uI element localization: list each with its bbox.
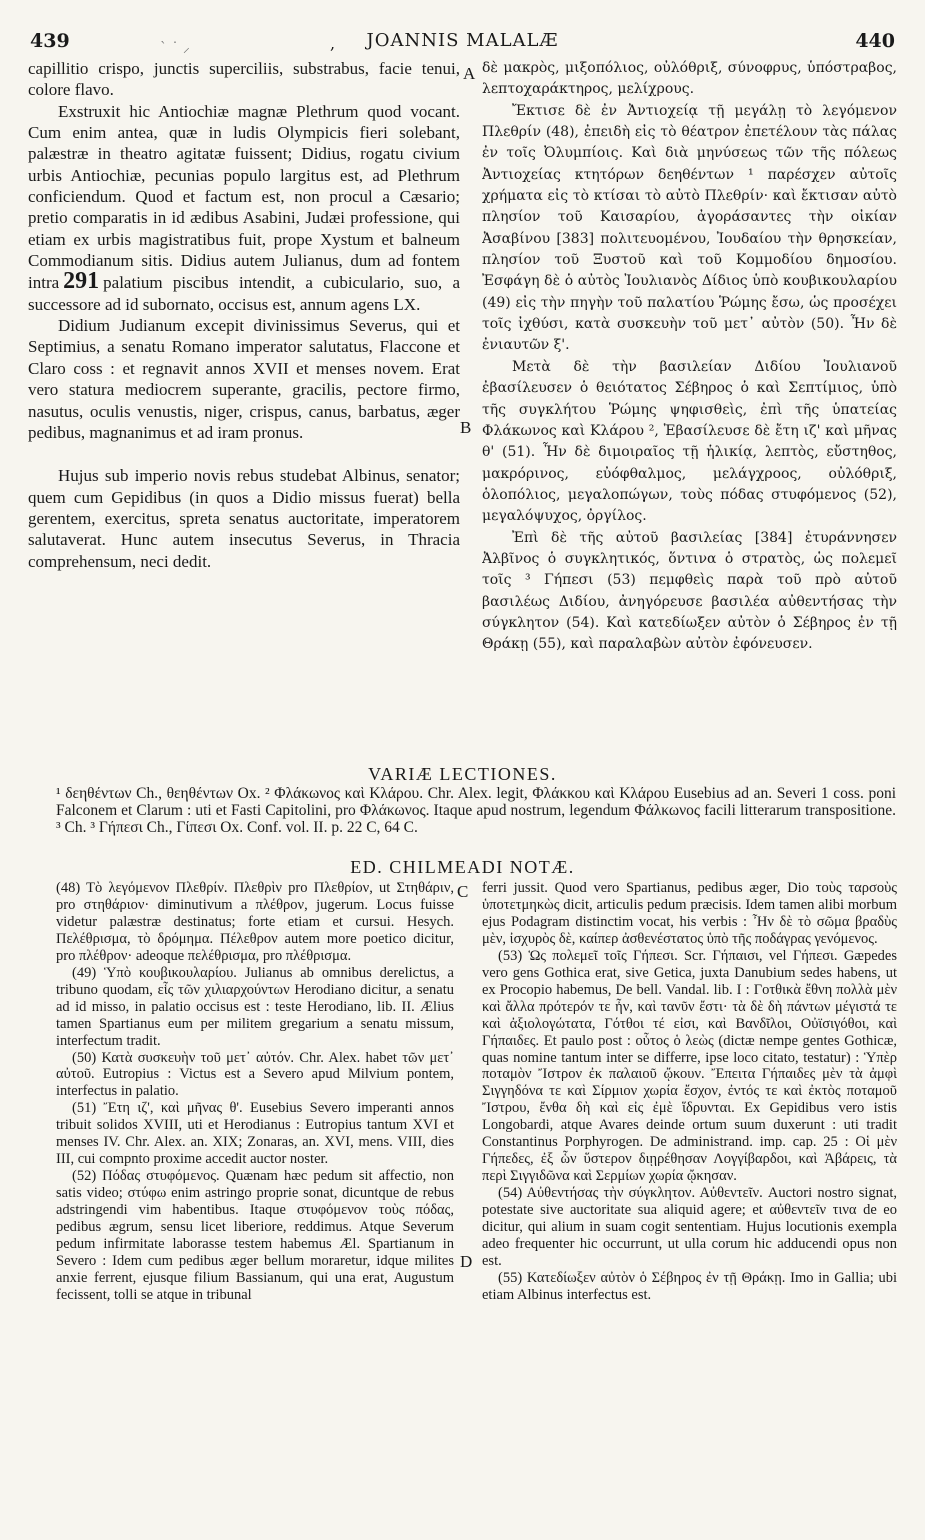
variae-lectiones-title: VARIÆ LECTIONES. — [368, 764, 557, 784]
greek-column — [482, 58, 897, 762]
page-header — [30, 30, 895, 56]
margin-letter-c: C — [457, 882, 469, 901]
margin-letter-a: A — [463, 64, 476, 83]
latin-paragraph-4: Hujus sub imperio novis rebus studebat Albinus, senator; quem cum Gepidibus (in quos a Didio missus fuerat) bella gerentem, exercitus, spreta senatus auctoritate, imperatorem salutaverat. Hunc autem insecutus Severus, in Thracia comprehensum, neci dedit. — [28, 466, 460, 571]
greek-paragraph-3: Μετὰ δὲ τὴν βασιλείαν Διδίου Ἰουλιανοῦ ἐβασίλευσεν ὁ θειότατος Σέβηρος ὁ καὶ Σεπτίμιος, ὑπὸ τῆς συγκλήτου Ῥώμης ψηφισθεὶς, ἐπὶ τῆς ὑπατείας Φλάκωνος καὶ Κλάρου ², Ἐβασίλευσε δὲ ἔτη ιζ' καὶ μῆνας θ' (51). Ἦν δὲ διμοιραῖος τῇ ἡλικίᾳ, λεπτὸς, εὔστηθος, μακρόρινος, εὐόφθαλμος, μελάγχροος, οὐλόθριξ, ὁλοπόλιος, μεγαλοπώγων, τοὺς πόδας στυφόμενος (52), μεγαλόψυχος, ὀργίλος. — [482, 358, 897, 525]
latin-paragraph-2b: palatium piscibus intendit, a cubiculario, suo, a successore ad id subornato, occisus est, annum agens LX. — [28, 273, 460, 314]
note-48: (48) Τὸ λεγόμενον Πλεθρίν. Πλεθρὶν pro Πλεθρίον, ut Στηθάριν, pro στηθάριον· diminutivum a πλέθρον, jugerum. Locus fuisse videtur palæstræ destinatus; forte etiam et cursui. Hesych. Πελέθρισμα, τὸ δρόμημα. Πέλεθρον autem more poetico dicitur, pro πλέθρον· adeoque πελέθρισμα, pro πλέθρισμα. — [56, 880, 454, 964]
notes-left-column — [56, 880, 454, 1530]
note-50: (50) Κατὰ συσκευὴν τοῦ μετ᾽ αὐτόν. Chr. Alex. habet τῶν μετ᾽ αὐτοῦ. Eutropius : Victus est a Severo apud Milvium pontem, interfectus in palatio. — [56, 1049, 454, 1100]
note-52-continued: ferri jussit. Quod vero Spartianus, pedibus æger, Dio τοὺς ταρσοὺς ὑποτετμηκὼς dicit, articulis pedum præcisis. Idem tamen alibi morbum ejus Podagram distinctim vocat, his verbis : Ἦν δὲ τὸ σῶμα βραδὺς μὲν, ἰσχυρὸς δὲ, καίπερ ἀσθενέστατος ὑπὸ τῆς ποδάγρας γενόμενος. — [482, 880, 897, 947]
margin-letter-d: D — [460, 1252, 473, 1271]
paragraph-gap — [28, 443, 460, 465]
note-52: (52) Πόδας στυφόμενος. Quænam hæc pedum sit affectio, non satis video; στύφω enim astringo proprie sonat, dicuntque de rebus adstringendi vim habentibus. Itaque στυφόμενον τοὺς πόδας, pedibus ægrum, sensu licet liberiore, reddimus. Atque Severum pedum infirmitate laborasse testem habemus Æl. Spartianum in Severo : Idem cum pedibus æger bellum moraretur, idque milites anxie ferrent, ejusque filium Bassianum, qui una erat, Augustum fecissent, tolli se atque in tribunal — [56, 1168, 454, 1303]
latin-paragraph-2a: Exstruxit hic Antiochiæ magnæ Plethrum quod vocant. Cum enim antea, quæ in ludis Olympicis fieri solebant, palæstræ in theatro agitatæ fuissent; Didius, rogatu civium urbis Antiochiæ, pecunias populo largitus est, ad Plethrum conficiendum. Quod et factum est, non procul a Cæsario; pretio comparatis in id ædibus Asabini, Judæi professione, qui etiam ex urbis magistratibus fuit, prope Xystum et balneum Commodianum sitis. Didius autem Julianus, dum ad fontem intra — [28, 101, 460, 293]
greek-paragraph-2: Ἔκτισε δὲ ἐν Ἀντιοχείᾳ τῇ μεγάλῃ τὸ λεγόμενον Πλεθρίν (48), ἐπειδὴ εἰς τὸ θέατρον ἐπετέλουν τὰς πάλας ἐν τοῖς Ὀλυμπίοις. Καὶ διὰ μηνύσεως τῶν τῆς πόλεως Ἀντιοχείας κτητόρων δεηθέντων ¹ παρέσχεν αὐτοῖς χρήματα εἰς τὸ κτίσαι τὸ αὐτὸ Πλεθρίν· καὶ ἔκτισαν αὐτὸ πλησίον τοῦ Καισαρίου, ἀγοράσαντες τὴν οἰκίαν Ἀσαβίνου [383] πολιτευομένου, Ἰουδαίου τὴν θρησκείαν, πλησίον τοῦ Ξυστοῦ καὶ τοῦ Κομμοδίου δημοσίου. Ἐσφάγη δὲ ὁ αὐτὸς Ἰουλιανὸς Δίδιος ὑπὸ κουβικουλαρίου (49) εἰς τὴν πηγὴν τοῦ παλατίου Ῥώμης ἔσω, ὡς προσέχει τοῖς ἰχθύσι, κατὰ συσκευὴν τοῦ μετ᾽ αὐτὸν (50). Ἦν δὲ ἐνιαυτῶν ξ'. — [482, 102, 897, 354]
ink-smudge: ˋ ˙ ⸝ — [160, 40, 190, 56]
page-number-left: 439 — [30, 30, 70, 52]
header-comma: , — [330, 34, 336, 53]
column-marker-291: 291 — [63, 268, 100, 295]
page-number-right: 440 — [855, 30, 895, 52]
latin-column — [28, 58, 460, 762]
margin-letter-b: B — [460, 418, 472, 437]
latin-paragraph-2 — [28, 101, 460, 315]
note-51: (51) Ἔτη ιζ', καὶ μῆνας θ'. Eusebius Severo imperanti annos tribuit solidos XVIII, uti et Herodianus : Eutropius tantum XVI et menses IV. Chr. Alex. an. XIX; Zonaras, an. XVI, mens. VIII, dies III, cui compnto proxime accedit auctor noster. — [56, 1100, 454, 1168]
note-54: (54) Αὐθεντήσας τὴν σύγκλητον. Αὐθεντεῖν. Auctori nostro signat, potestate sive auctoritate sua aliquid agere; et αὐθεντεῖν τινα de eo dicitur, qui alium in suam cogit sententiam. Hujus locutionis exempla adeo frequenter hic occurrunt, ut ulla corum hic adducendi opus non est. — [482, 1185, 897, 1269]
greek-paragraph-1: δὲ μακρὸς, μιξοπόλιος, οὐλόθριξ, σύνοφρυς, ὑπόστραβος, λεπτοχαράκτηρος, μελίχρους. — [482, 60, 897, 98]
variae-lectiones-text: ¹ δεηθέντων Ch., θεηθέντων Ox. ² Φλάκωνος καὶ Κλάρου. Chr. Alex. legit, Φλάκκου καὶ Κλάρου Eusebius ad an. Severi 1 coss. poni Falconem et Clarum : uti et Fasti Capitolini, pro Φλάκωνος. Itaque apud nostrum, legendum Φάλκωνος facili litterarum transpositione. ³ Ch. ³ Γήπεσι Ch., Γίπεσι Ox. Conf. vol. II. p. 22 C, 64 C. — [56, 785, 896, 836]
greek-paragraph-4: Ἐπὶ δὲ τῆς αὐτοῦ βασιλείας [384] ἐτυράννησεν Ἀλβῖνος ὁ συγκλητικός, ὅντινα ὁ στρατὸς, ὡς πολεμεῖ τοῖς ³ Γήπεσι (53) πεμφθεὶς παρὰ τοῦ πρὸ αὐτοῦ βασιλέως Διδίου, ἀνηγόρευσε βασιλέα αὐθεντήσας τὴν σύγκλητον (54). Καὶ κατεδίωξεν αὐτὸν ὁ Σέβηρος ἐν τῇ Θράκῃ (55), καὶ παραλαβὼν αὐτὸν ἐφόνευσεν. — [482, 529, 897, 653]
latin-paragraph-3: Didium Judianum excepit divinissimus Severus, qui et Septimius, a senatu Romano imperator salutatus, Flaccone et Claro coss : et regnavit annos XVII et menses novem. Erat vero statura mediocrem superante, gracilis, pectore firmo, nasutus, oculis venustis, niger, crispus, canus, barbatus, æger pedibus, magnanimus et ad iram pronus. — [28, 316, 460, 442]
notes-right-column — [482, 880, 897, 1530]
latin-paragraph-1: capillitio crispo, junctis superciliis, substrabus, facie tenui, colore flavo. — [28, 59, 460, 100]
note-49: (49) Ὑπὸ κουβικουλαρίου. Julianus ab omnibus derelictus, a tribuno quodam, εἷς τῶν χιλιαρχούντων Herodiano dicitur, a senatu ad id misso, in palatio occisus est : teste Herodiano, lib. II. Ælius tamen Spartianus eum per militem gregarium a senatu missum, interfectum tradit. — [56, 964, 454, 1049]
note-53: (53) Ὡς πολεμεῖ τοῖς Γήπεσι. Scr. Γήπαισι, vel Γήπεσι. Gæpedes vero gens Gothica erat, sive Getica, juxta Danubium sedes habens, ut ex Procopio habemus, De bell. Vandal. lib. I : Γοτθικὰ ἔθνη πολλὰ μὲν καὶ ἄλλα πρότερόν τε ἦν, καὶ τανῦν ἔστι· τὰ δὲ δὴ πάντων μέγιστά τε καὶ ἀξιολογώτατα, Γότθοι τέ εἰσι, καὶ Βανδῖλοι, Οὐϊσιγόθοι, καὶ Γήπαιδες. Et paulo post : οὗτος ὁ λεὼς (dictæ nempe gentes Gothicæ, quas nomine tantum inter se differre, ipse loco citato, testatur) : Ὑπὲρ ποταμὸν Ἴστρον ἐκ παλαιοῦ ᾤκουν. Ἔπειτα Γήπαιδες μὲν τὰ ἀμφὶ Σιγγηδόνα τε καὶ Σίρμιον χωρία ἔσχον, ἐντός τε καὶ ἐκτὸς ποταμοῦ Ἴστρου, ἔνθα δὴ καὶ εἰς ἐμὲ ἵδρυνται. Ex Gepidibus vero istis Longobardi, atque Avares deinde ortum suum duxerunt : uti tradit Constantinus Porphyrogen. De administrand. imp. cap. 25 : Οἱ μὲν Γήπεδες, ἐξ ὧν ὕστερον διῃρέθησαν Λογγίβαρδοι, καὶ Ἀβάρεις, τὰ περὶ Σιγγιδῶνα καὶ Σερμίων χωρία ᾤκησαν. — [482, 947, 897, 1185]
note-55: (55) Κατεδίωξεν αὐτὸν ὁ Σέβηρος ἐν τῇ Θράκῃ. Imo in Gallia; ubi etiam Albinus interfectus est. — [482, 1269, 897, 1303]
running-title: JOANNIS MALALÆ — [366, 30, 559, 51]
notes-title: ED. CHILMEADI NOTÆ. — [350, 857, 575, 877]
